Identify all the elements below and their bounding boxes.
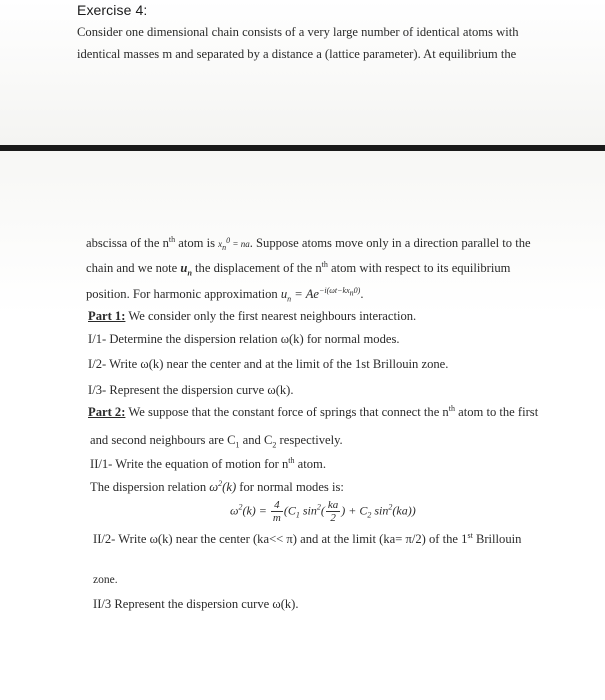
question-2-2: II/2- Write ω(k) near the center (ka<< π) and at the limit (ka= π/2) of the 1st Brillouin xyxy=(93,530,522,546)
dispersion-relation-equation: $\omega^2(k)$ = $\frac{4}{m}$ ($C_1$ $\sin^2$( $\frac{ka}{2}$ ) + $C_2$ $\sin^2(ka)$) xyxy=(230,499,416,524)
question-2-2-continued: zone. xyxy=(93,574,118,586)
harmonic-displacement-equation: $u_n = Ae^{-i(\omega t-kx_n0)}$ xyxy=(280,285,361,304)
question-2-1: II/1- Write the equation of motion for $n^{th}$ atom. xyxy=(90,455,326,471)
question-1-1: I/1- Determine the dispersion relation ω(k) for normal modes. xyxy=(88,332,400,346)
part1-label: Part 1: xyxy=(88,309,126,323)
part2-line-1: Part 2: We suppose that the constant force of springs that connect the $n^{th}$ atom to the first xyxy=(88,403,539,419)
body-line-1: abscissa of the $n^{th}$ atom is $x_n^0$ = na. Suppose atoms move only in a direction parallel to the xyxy=(86,234,531,252)
question-1-2: I/2- Write ω(k) near the center and at the limit of the 1st Brillouin zone. xyxy=(88,357,449,371)
exercise-title: Exercise 4: xyxy=(77,2,148,18)
intro-line-2: identical masses m and separated by a distance a (lattice parameter). At equilibrium the xyxy=(77,47,517,61)
page-top-section xyxy=(0,0,605,145)
intro-line-1: Consider one dimensional chain consists of a very large number of identical atoms with xyxy=(77,25,519,39)
equilibrium-position-equation: $x_n^0$ = na xyxy=(218,236,250,252)
dispersion-intro-line: The dispersion relation $\omega^2(k)$ for normal modes is: xyxy=(90,478,344,494)
part2-line-2: and second neighbours are $C_1$ and $C_2$ respectively. xyxy=(90,433,343,450)
body-line-2: chain and we note $u_n$ the displacement of the $n^{th}$ atom with respect to its equilibrium xyxy=(86,259,511,278)
body-line-3: position. For harmonic approximation $u_n = Ae^{-i(\omega t-kx_n0)}$. xyxy=(86,285,364,304)
part2-label: Part 2: xyxy=(88,405,126,419)
page-bottom-section xyxy=(0,151,605,700)
part1-line: Part 1: We consider only the first nearest neighbours interaction. xyxy=(88,309,417,323)
question-2-3: II/3 Represent the dispersion curve ω(k). xyxy=(93,597,299,611)
question-1-3: I/3- Represent the dispersion curve ω(k). xyxy=(88,383,294,397)
